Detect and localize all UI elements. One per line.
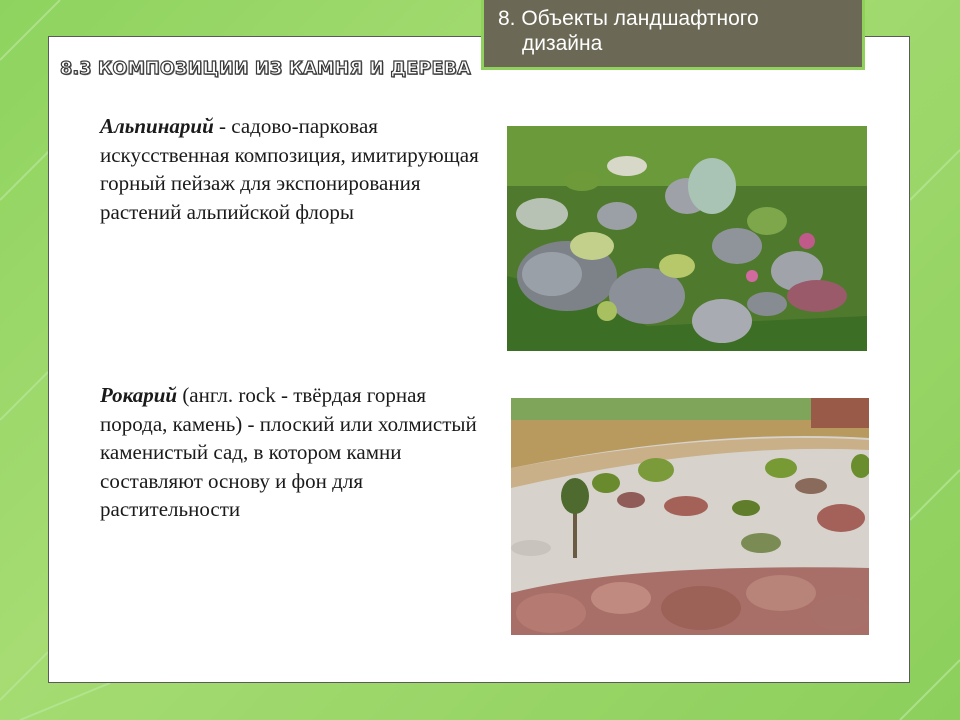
alpinarium-photo-image (507, 126, 867, 351)
rockery-photo (511, 398, 869, 635)
title-box (481, 0, 865, 70)
rockery-paragraph (100, 381, 485, 524)
section-subtitle: 8.3 КОМПОЗИЦИИ ИЗ КАМНЯ И ДЕРЕВА (60, 59, 471, 79)
alpinarium-paragraph (100, 112, 485, 226)
alpinarium-photo (507, 126, 867, 351)
rockery-definition: (англ. rock - твёрдая горная порода, камень) - плоский или холмистый каменистый сад, в котором камни составляют основу и фон для растительности (100, 383, 477, 521)
alpinarium-definition: - садово-парковая искусственная композиция, имитирующая горный пейзаж для экспонирования растений альпийской флоры (100, 114, 479, 224)
title-line-2: дизайна (522, 32, 603, 55)
rockery-photo-image (511, 398, 869, 635)
alpinarium-term: Альпинарий (100, 114, 214, 138)
title-line-1: 8. Объекты ландшафтного (498, 7, 759, 30)
rockery-term: Рокарий (100, 383, 178, 407)
